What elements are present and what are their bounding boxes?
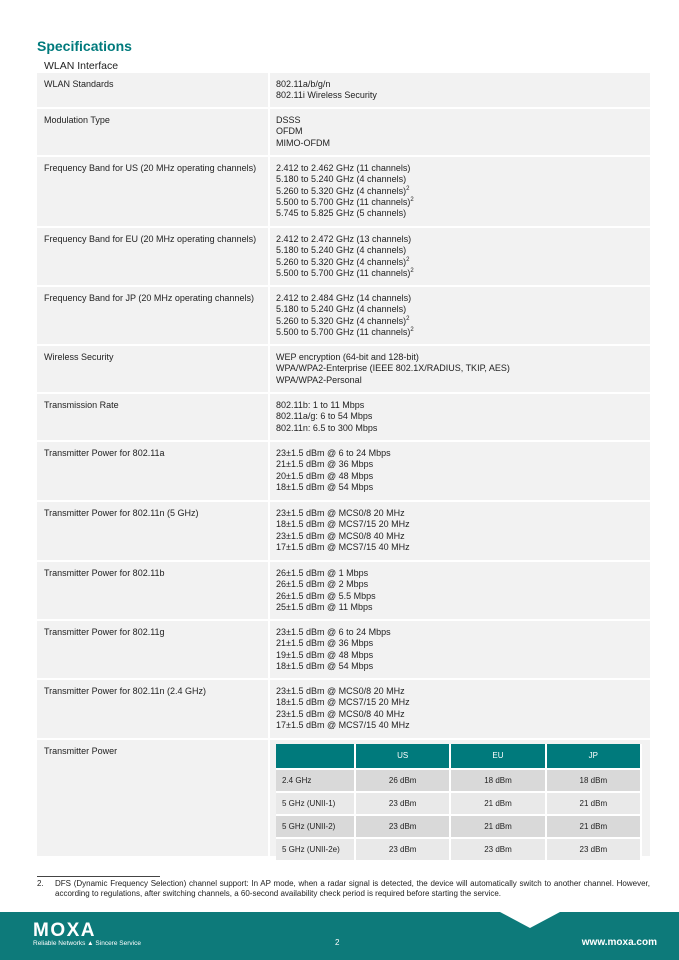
tp-header-eu: EU (450, 744, 545, 769)
footnote (37, 879, 650, 898)
page-footer (0, 912, 679, 960)
spec-value-text: OFDM (276, 126, 303, 137)
footnote-ref: 2 (410, 267, 414, 274)
footnote-ref: 2 (410, 326, 414, 333)
tp-header-row (276, 744, 641, 769)
spec-value-text: 23±1.5 dBm @ MCS0/8 20 MHz (276, 686, 405, 696)
tp-cell: 23 dBm (450, 838, 545, 861)
spec-value-line (276, 174, 650, 185)
spec-row (37, 502, 650, 562)
spec-value-line (276, 542, 650, 553)
spec-value-text: 802.11b: 1 to 11 Mbps (276, 400, 365, 410)
spec-value-line (276, 400, 650, 411)
moxa-logo: MOXA (33, 920, 96, 941)
spec-value-line (276, 650, 650, 661)
spec-value (270, 228, 650, 285)
tp-band: 5 GHz (UNII-2) (276, 815, 355, 838)
footnote-ref: 2 (406, 315, 410, 322)
spec-row (37, 346, 650, 394)
spec-row (37, 157, 650, 228)
tp-header-jp: JP (546, 744, 641, 769)
spec-value-line (276, 234, 650, 245)
spec-value (270, 680, 650, 738)
spec-value-line (276, 138, 650, 149)
spec-value-line (276, 471, 650, 482)
spec-value (270, 442, 650, 500)
spec-value-line (276, 268, 650, 279)
spec-value-line (276, 686, 650, 697)
tp-cell: 23 dBm (355, 792, 450, 815)
tp-cell: 21 dBm (450, 792, 545, 815)
spec-value-text: 802.11n: 6.5 to 300 Mbps (276, 422, 378, 433)
spec-value-text: 802.11i Wireless Security (276, 90, 377, 101)
spec-value-text: WPA/WPA2-Personal (276, 374, 362, 385)
spec-value-text: 5.500 to 5.700 GHz (11 channels) (276, 196, 411, 207)
spec-row (37, 394, 650, 442)
spec-value-line (276, 591, 650, 602)
spec-value-line (276, 208, 650, 219)
spec-value-line (276, 126, 650, 137)
tp-cell: 21 dBm (450, 815, 545, 838)
spec-value-text: 18±1.5 dBm @ MCS7/15 20 MHz (276, 697, 410, 708)
spec-value-text: WPA/WPA2-Enterprise (IEEE 802.1X/RADIUS, TKIP, AES) (276, 363, 510, 374)
spec-label: Transmitter Power for 802.11g (37, 621, 270, 678)
spec-value-text: 802.11a/b/g/n (276, 79, 331, 89)
spec-value (270, 502, 650, 560)
tp-row (276, 769, 641, 792)
spec-row-transmitter-power (37, 740, 650, 858)
spec-value-text: 26±1.5 dBm @ 1 Mbps (276, 568, 369, 578)
footnote-ref: 2 (406, 185, 410, 192)
spec-value-line (276, 638, 650, 649)
transmitter-power-table (276, 744, 642, 862)
spec-label: WLAN Standards (37, 73, 270, 107)
spec-label: Transmitter Power for 802.11n (5 GHz) (37, 502, 270, 560)
spec-value-text: DSSS (276, 115, 301, 125)
footer-notch (500, 912, 560, 928)
spec-value-line (276, 293, 650, 304)
spec-value-line (276, 720, 650, 731)
spec-value-line (276, 197, 650, 208)
tp-cell: 21 dBm (546, 815, 641, 838)
tp-cell: 21 dBm (546, 792, 641, 815)
spec-value-text: 802.11a/g: 6 to 54 Mbps (276, 411, 373, 422)
spec-value-line (276, 257, 650, 268)
footnote-ref: 2 (406, 256, 410, 263)
spec-label: Transmitter Power (37, 740, 270, 856)
spec-value-text: 26±1.5 dBm @ 2 Mbps (276, 579, 369, 590)
website-link[interactable]: www.moxa.com (581, 937, 657, 948)
spec-value-text: 18±1.5 dBm @ MCS7/15 20 MHz (276, 519, 410, 530)
spec-label: Transmitter Power for 802.11b (37, 562, 270, 619)
spec-value-line (276, 709, 650, 720)
spec-value-text: 23±1.5 dBm @ MCS0/8 40 MHz (276, 708, 405, 719)
spec-row (37, 442, 650, 502)
spec-value-text: 5.500 to 5.700 GHz (11 channels) (276, 267, 411, 278)
spec-value-text: 5.500 to 5.700 GHz (11 channels) (276, 326, 411, 337)
spec-value-text: 21±1.5 dBm @ 36 Mbps (276, 638, 374, 649)
spec-row (37, 680, 650, 740)
tp-cell: 23 dBm (355, 838, 450, 861)
spec-label: Wireless Security (37, 346, 270, 392)
spec-value-text: 17±1.5 dBm @ MCS7/15 40 MHz (276, 719, 410, 730)
spec-value-text: 2.412 to 2.484 GHz (14 channels) (276, 293, 412, 303)
tp-band: 2.4 GHz (276, 769, 355, 792)
tp-cell: 18 dBm (450, 769, 545, 792)
spec-value-line (276, 90, 650, 101)
spec-value-line (276, 327, 650, 338)
spec-value-line (276, 352, 650, 363)
spec-value-text: 18±1.5 dBm @ 54 Mbps (276, 481, 374, 492)
spec-value-line (276, 482, 650, 493)
tp-cell: 26 dBm (355, 769, 450, 792)
spec-value (270, 394, 650, 440)
spec-value-text: 23±1.5 dBm @ 6 to 24 Mbps (276, 448, 391, 458)
section-title: Specifications (37, 38, 132, 54)
tp-cell: 18 dBm (546, 769, 641, 792)
spec-value-text: 5.260 to 5.320 GHz (4 channels) (276, 256, 407, 267)
footnote-number: 2. (37, 879, 44, 888)
spec-value-line (276, 448, 650, 459)
tp-row (276, 792, 641, 815)
spec-value-line (276, 115, 650, 126)
spec-value-text: 23±1.5 dBm @ 6 to 24 Mbps (276, 627, 391, 637)
spec-value-line (276, 245, 650, 256)
spec-value-line (276, 304, 650, 315)
spec-row (37, 562, 650, 621)
spec-label: Frequency Band for US (20 MHz operating channels) (37, 157, 270, 226)
logo-tagline: Reliable Networks ▲ Sincere Service (33, 940, 141, 947)
footnote-ref: 2 (410, 196, 414, 203)
spec-value-text: 2.412 to 2.462 GHz (11 channels) (276, 163, 411, 173)
spec-value-text: 5.180 to 5.240 GHz (4 channels) (276, 174, 407, 185)
tp-cell: 23 dBm (355, 815, 450, 838)
spec-value-line (276, 627, 650, 638)
spec-value (270, 346, 650, 392)
tp-header-blank (276, 744, 355, 769)
spec-row (37, 621, 650, 680)
spec-label: Frequency Band for EU (20 MHz operating channels) (37, 228, 270, 285)
footnote-divider (37, 876, 160, 877)
spec-value-line (276, 602, 650, 613)
tp-row (276, 838, 641, 861)
spec-value-line (276, 661, 650, 672)
spec-value-line (276, 163, 650, 174)
spec-value (270, 287, 650, 344)
spec-value-text: 5.260 to 5.320 GHz (4 channels) (276, 185, 407, 196)
subsection-title: WLAN Interface (44, 60, 119, 72)
spec-value-text: 25±1.5 dBm @ 11 Mbps (276, 601, 373, 612)
footnote-text: DFS (Dynamic Frequency Selection) channel support: In AP mode, when a radar signal is detected, the device will automatically switch to another channel. However, according to regulations, after switching channels, a 60-second availability check period is required before starting the service. (55, 879, 650, 898)
spec-row (37, 73, 650, 109)
spec-value-line (276, 363, 650, 374)
spec-value (270, 73, 650, 107)
spec-value-line (276, 186, 650, 197)
spec-value-text: 20±1.5 dBm @ 48 Mbps (276, 470, 374, 481)
spec-value-line (276, 531, 650, 542)
spec-value-text: 23±1.5 dBm @ MCS0/8 20 MHz (276, 508, 405, 518)
spec-value-text: WEP encryption (64-bit and 128-bit) (276, 352, 419, 362)
spec-value-text: 23±1.5 dBm @ MCS0/8 40 MHz (276, 530, 405, 541)
spec-label: Frequency Band for JP (20 MHz operating channels) (37, 287, 270, 344)
spec-value (270, 621, 650, 678)
spec-row (37, 109, 650, 157)
spec-value-line (276, 411, 650, 422)
spec-value-text: 5.745 to 5.825 GHz (5 channels) (276, 208, 407, 219)
tp-cell: 23 dBm (546, 838, 641, 861)
spec-value (270, 740, 650, 856)
spec-value (270, 157, 650, 226)
spec-value-text: 17±1.5 dBm @ MCS7/15 40 MHz (276, 541, 410, 552)
spec-value-line (276, 375, 650, 386)
spec-label: Transmitter Power for 802.11a (37, 442, 270, 500)
tp-row (276, 815, 641, 838)
spec-value (270, 109, 650, 155)
spec-row (37, 287, 650, 346)
spec-value-text: 5.180 to 5.240 GHz (4 channels) (276, 245, 407, 256)
spec-value (270, 562, 650, 619)
spec-value-text: 2.412 to 2.472 GHz (13 channels) (276, 234, 412, 244)
tp-header-us: US (355, 744, 450, 769)
spec-value-line (276, 519, 650, 530)
tp-band: 5 GHz (UNII-2e) (276, 838, 355, 861)
spec-value-line (276, 568, 650, 579)
tp-band: 5 GHz (UNII-1) (276, 792, 355, 815)
spec-value-line (276, 697, 650, 708)
spec-value-line (276, 79, 650, 90)
spec-value-line (276, 508, 650, 519)
spec-value-line (276, 423, 650, 434)
spec-table (37, 73, 650, 858)
spec-row (37, 228, 650, 287)
spec-value-text: 5.180 to 5.240 GHz (4 channels) (276, 304, 407, 315)
spec-value-line (276, 459, 650, 470)
spec-value-text: 26±1.5 dBm @ 5.5 Mbps (276, 590, 376, 601)
spec-value-text: 18±1.5 dBm @ 54 Mbps (276, 660, 374, 671)
spec-label: Transmitter Power for 802.11n (2.4 GHz) (37, 680, 270, 738)
spec-value-line (276, 316, 650, 327)
spec-value-text: 5.260 to 5.320 GHz (4 channels) (276, 315, 407, 326)
spec-label: Transmission Rate (37, 394, 270, 440)
spec-value-text: MIMO-OFDM (276, 137, 330, 148)
spec-value-text: 19±1.5 dBm @ 48 Mbps (276, 649, 374, 660)
spec-value-line (276, 579, 650, 590)
page-number: 2 (335, 938, 340, 947)
spec-label: Modulation Type (37, 109, 270, 155)
spec-value-text: 21±1.5 dBm @ 36 Mbps (276, 459, 374, 470)
